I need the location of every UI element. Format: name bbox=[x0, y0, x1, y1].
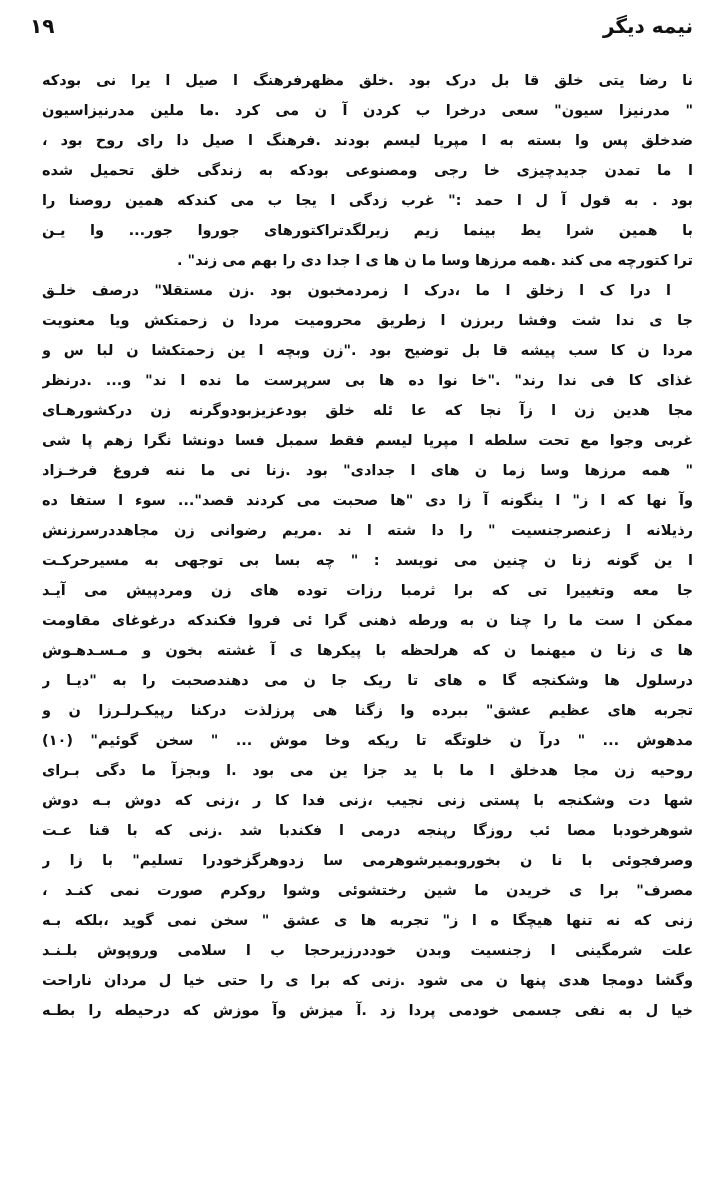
text-line: غربی وجوا مع تحت سلطه ا مپریا لیسم فقط سمبل فسا دونشا نگرا زهم پا شی bbox=[42, 433, 693, 449]
text-line: مصرف" برا ی خریدن ما شین رختشوئی وشوا روکرم صورت نمی کنـد ، bbox=[42, 883, 693, 899]
text-line: وصرفجوئی با نا ن بخوروبمیرشوهرمی سا زدوهرگزخودرا تسلیم" با زا ر bbox=[42, 853, 693, 869]
page-header bbox=[30, 14, 693, 44]
text-line: ها ی زنا ن میهنما ن که هرلحظه با پیکرها ی آ غشته بخون و مـسـدهـوش bbox=[42, 643, 693, 659]
text-line: بود . به قول آ ل ا حمد :" غرب زدگی ا یجا ب می کندکه همین روصنا را bbox=[42, 193, 693, 209]
text-line: نا رضا یتی خلق قا بل درک بود .خلق مظهرفرهنگ ا صیل ا یرا نی بودکه bbox=[42, 73, 693, 89]
text-line: با همین شرا یط بینما زیم زیرلگدتراکتورهای جوروا جور... وا یـن bbox=[42, 223, 693, 239]
text-line: غذای کا فی ندا رند" ."خا نوا ده ها بی سرپرست ما نده ا ند" و... .درنظر bbox=[42, 373, 693, 389]
text-line: جا ی ندا شت وفشا ربرزن ا زطریق محرومیت مردا ن زحمتکش ویا معنویت bbox=[42, 313, 693, 329]
text-line: ترا کتورچه می کند .همه مرزها وسا ما ن ها ی ا جدا دی را بهم می زند" . bbox=[176, 253, 693, 269]
text-line: زنی که نه تنها هیچگا ه ا ز" تجربه ها ی عشق " سخن نمی گوید ،بلکه بـه bbox=[42, 913, 693, 929]
text-line: روحیه زن مجا هدخلق ا ما با ید جزا ین می بود .ا وبجزآ ما دگی بـرای bbox=[42, 763, 693, 779]
text-line: درسلول ها وشکنجه گا ه های تا ریک جا ن می دهندصحبت را به "دیـا ر bbox=[42, 673, 693, 689]
text-line: مدهوش ... " درآ ن خلوتگه تا ریکه وخا موش ... " سخن گوئیم" (۱۰) bbox=[42, 733, 693, 749]
text-line: جا معه وتغییرا تی که برا ثرمبا رزات توده های زن ومردپیش می آیـد bbox=[42, 583, 693, 599]
text-line: وگشا دومجا هدی پنها ن می شود .زنی که برا ی را حتی خیا ل مردان ناراحت bbox=[42, 973, 693, 989]
text-line: ا ما تمدن جدیدچیزی خا رجی ومصنوعی بودکه به زندگی خلق تحمیل شده bbox=[42, 163, 693, 179]
text-line: مجا هدین زن ا زآ نجا که عا ئله خلق بودعزیزبودوگرنه زن درکشورهـای bbox=[42, 403, 693, 419]
text-line: شوهرخودبا مصا ئب روزگا رپنجه درمی ا فکندبا شد .زنی که با قنا عـت bbox=[42, 823, 693, 839]
text-line: تجربه های عظیم عشق" ببرده وا زگنا هی پرزلذت درکنا رپیکـرلـرزا ن و bbox=[42, 703, 693, 719]
text-line: خیا ل به نفی جسمی خودمی پردا زد .آ میزش وآ موزش که درحیطه را بطـه bbox=[42, 1003, 693, 1019]
text-line: ا ین گونه زنا ن چنین می نویسد : " چه بسا بی توجهی به مسیرحرکـت bbox=[42, 553, 693, 569]
text-line: علت شرمگینی ا زجنسیت وبدن خوددرزیرحجا ب ا سلامی وروپوش بلـنـد bbox=[42, 943, 693, 959]
text-line: ا درا ک ا زخلق ا ما ،درک ا زمردمخبون بود .زن مستقلا" درصف خلـق bbox=[42, 283, 671, 299]
text-line: وآ نها که ا ز" ا ینگونه آ زا دی "ها صحبت می کردند قصد"... سوء ا ستفا ده bbox=[42, 493, 693, 509]
text-line: ضدخلق پس وا بسته به ا مپریا لیسم بودند .فرهنگ ا صیل دا رای روح بود ، bbox=[42, 133, 693, 149]
page-number: ۱۹ bbox=[30, 14, 55, 38]
text-line: " همه مرزها وسا زما ن های ا جدادی" بود .زنا نی ما ننه فروغ فرخـزاد bbox=[42, 463, 693, 479]
text-line: ممکن ا ست ما را چنا ن به ورطه ذهنی گرا ئی فروا فکندکه درغوغای مقاومت bbox=[42, 613, 693, 629]
body-text bbox=[42, 66, 693, 1026]
text-line: " مدرنیزا سیون" سعی درخرا ب کردن آ ن می کرد .ما ملین مدرنیزاسیون bbox=[42, 103, 693, 119]
text-line: مردا ن کا سب پیشه قا بل توضیح بود ."زن وبچه ا ین زحمتکشا ن لبا س و bbox=[42, 343, 693, 359]
text-line: شها دت وشکنجه با پستی زنی نجیب ،زنی فدا کا ر ،زنی که دوش بـه دوش bbox=[42, 793, 693, 809]
journal-title: نیمه دیگر bbox=[602, 14, 693, 38]
text-line: رذیلانه ا زعنصرجنسیت " را دا شته ا ند .مریم رضوانی زن مجاهددرسرزنش bbox=[42, 523, 693, 539]
